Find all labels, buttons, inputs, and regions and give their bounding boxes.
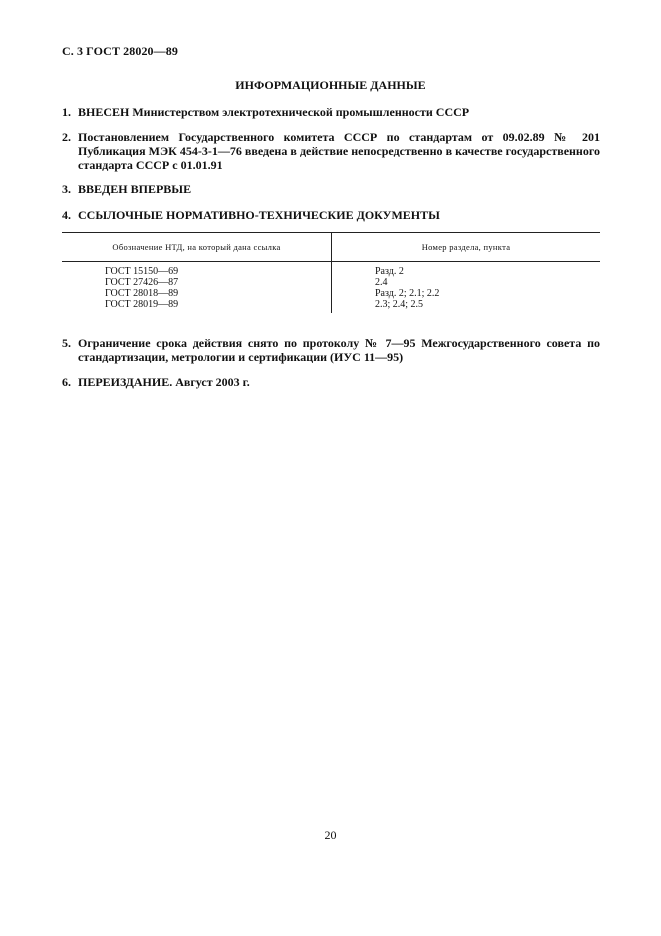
info-item-5 <box>62 336 600 364</box>
page-number: 20 <box>324 828 337 842</box>
table-cell-section: 2.3; 2.4; 2.5 <box>375 299 424 310</box>
table-cell-section: 2.4 <box>375 277 388 288</box>
column-header-section: Номер раздела, пункта <box>332 233 601 262</box>
item-number: 3. <box>62 182 71 196</box>
info-item-1 <box>62 105 600 119</box>
table-cell-section: Разд. 2; 2.1; 2.2 <box>375 288 440 299</box>
item-text: ПЕРЕИЗДАНИЕ. Август 2003 г. <box>78 375 250 389</box>
table-cell-document: ГОСТ 28018—89 <box>62 288 332 299</box>
section-title: ИНФОРМАЦИОННЫЕ ДАННЫЕ <box>235 78 426 92</box>
page-header: С. 3 ГОСТ 28020—89 <box>62 44 178 58</box>
table-cell-section: Разд. 2 <box>375 266 404 277</box>
item-text: Ограничение срока действия снято по протоколу № 7—95 Межгосударственного совета по стандартизации, метрологии и сертификации (ИУС 11—95) <box>78 336 600 364</box>
info-item-6 <box>62 375 600 389</box>
table-row <box>62 299 600 313</box>
item-text: ССЫЛОЧНЫЕ НОРМАТИВНО-ТЕХНИЧЕСКИЕ ДОКУМЕНТЫ <box>78 208 440 222</box>
info-item-3 <box>62 182 600 196</box>
reference-documents-table <box>62 232 600 313</box>
table-row <box>62 288 600 299</box>
table-cell-document: ГОСТ 27426—87 <box>62 277 332 288</box>
table-header-row <box>62 233 600 262</box>
item-text: Постановлением Государственного комитета СССР по стандартам от 09.02.89 № 201 Публикация МЭК 454-3-1—76 введена в действие непосредственно в качестве государственного стандарта СССР с 01.01.91 <box>78 130 600 172</box>
item-number: 6. <box>62 375 71 389</box>
item-number: 4. <box>62 208 71 222</box>
table-cell-document: ГОСТ 28019—89 <box>62 299 332 313</box>
info-item-2 <box>62 130 600 172</box>
table-cell-document: ГОСТ 15150—69 <box>62 262 332 278</box>
table-row <box>62 277 600 288</box>
column-header-document: Обозначение НТД, на который дана ссылка <box>62 233 332 262</box>
item-number: 1. <box>62 105 71 119</box>
item-text: ВНЕСЕН Министерством электротехнической промышленности СССР <box>78 105 470 119</box>
item-number: 2. <box>62 130 71 144</box>
item-text: ВВЕДЕН ВПЕРВЫЕ <box>78 182 192 196</box>
info-item-4 <box>62 208 600 222</box>
table-row <box>62 262 600 278</box>
item-number: 5. <box>62 336 71 350</box>
